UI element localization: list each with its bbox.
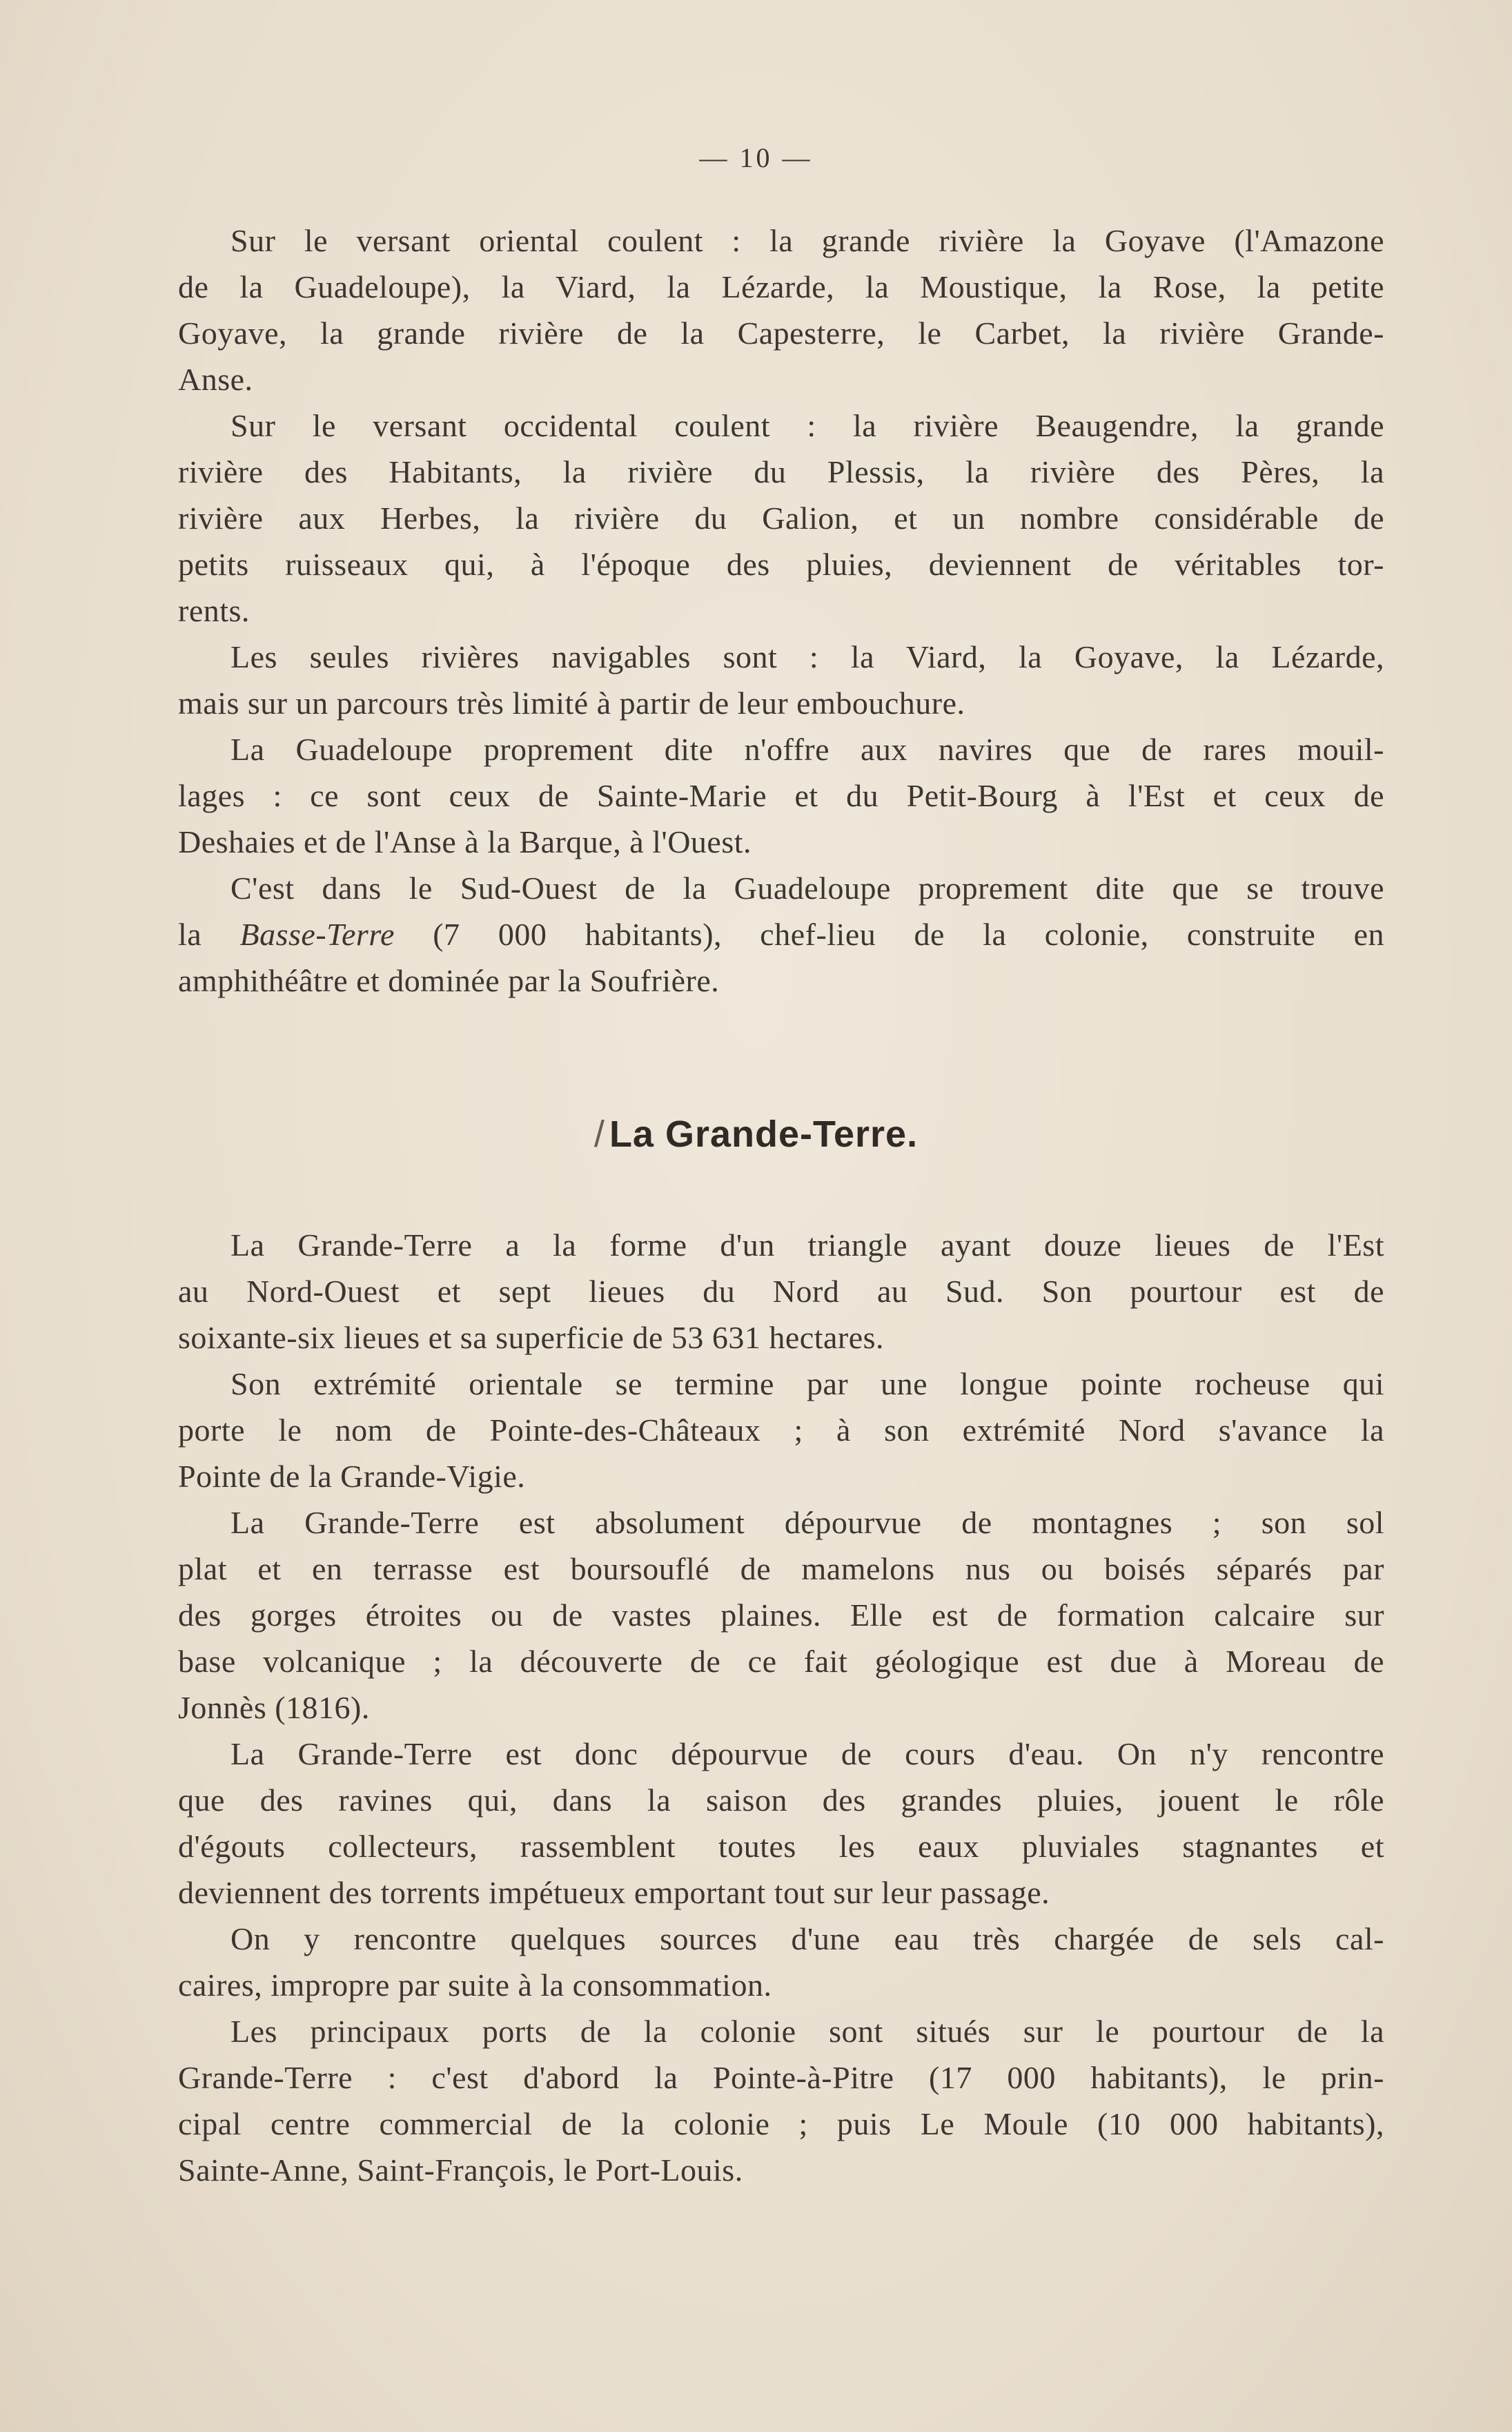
text-span: (7 000 habitants), chef-lieu de la colonie, construite en <box>394 917 1385 952</box>
text-line: cipal centre commercial de la colonie ; puis Le Moule (10 000 habitants), <box>178 2106 1384 2141</box>
text-line <box>178 911 1384 957</box>
italic-place-name: Basse-Terre <box>239 917 395 952</box>
text-line: mais sur un parcours très limité à partir de leur embouchure. <box>178 685 965 721</box>
text-line: La Grande-Terre est absolument dépourvue de montagnes ; son sol <box>230 1505 1384 1540</box>
section-heading <box>0 1113 1512 1156</box>
page-number: — 10 — <box>699 142 813 173</box>
text-line: au Nord-Ouest et sept lieues du Nord au Sud. Son pourtour est de <box>178 1274 1384 1309</box>
text-line: Sur le versant oriental coulent : la grande rivière la Goyave (l'Amazone <box>230 223 1384 258</box>
text-block-basse-terre <box>178 217 1384 1004</box>
text-line: La Grande-Terre est donc dépourvue de cours d'eau. On n'y rencontre <box>230 1736 1384 1771</box>
text-line: Grande-Terre : c'est d'abord la Pointe-à-Pitre (17 000 habitants), le prin- <box>178 2060 1384 2095</box>
text-span: la <box>178 917 240 952</box>
text-line: Jonnès (1816). <box>178 1690 370 1725</box>
text-line: d'égouts collecteurs, rassemblent toutes les eaux pluviales stagnantes et <box>178 1829 1384 1864</box>
text-line: Deshaies et de l'Anse à la Barque, à l'Ouest. <box>178 824 752 859</box>
text-line: rents. <box>178 593 250 628</box>
text-line: La Guadeloupe proprement dite n'offre aux navires que de rares mouil- <box>230 732 1384 767</box>
text-line: base volcanique ; la découverte de ce fait géologique est due à Moreau de <box>178 1644 1384 1679</box>
text-line: que des ravines qui, dans la saison des grandes pluies, jouent le rôle <box>178 1782 1384 1818</box>
text-line: des gorges étroites ou de vastes plaines. Elle est de formation calcaire sur <box>178 1597 1384 1633</box>
text-line: La Grande-Terre a la forme d'un triangle ayant douze lieues de l'Est <box>230 1227 1384 1263</box>
text-line: porte le nom de Pointe-des-Châteaux ; à son extrémité Nord s'avance la <box>178 1412 1384 1448</box>
text-block-grande-terre <box>178 1222 1384 2193</box>
text-line: Sainte-Anne, Saint-François, le Port-Louis. <box>178 2152 743 2188</box>
text-line: On y rencontre quelques sources d'une eau très chargée de sels cal- <box>230 1921 1384 1956</box>
text-line: Les principaux ports de la colonie sont situés sur le pourtour de la <box>230 2014 1384 2049</box>
text-line: Pointe de la Grande-Vigie. <box>178 1459 526 1494</box>
text-line: Anse. <box>178 362 253 397</box>
text-line: rivière des Habitants, la rivière du Plessis, la rivière des Pères, la <box>178 454 1384 489</box>
pencil-mark: / <box>593 1113 605 1155</box>
text-line: amphithéâtre et dominée par la Soufrière. <box>178 963 720 998</box>
text-line: Les seules rivières navigables sont : la Viard, la Goyave, la Lézarde, <box>230 639 1384 674</box>
text-line: soixante-six lieues et sa superficie de 53 631 hectares. <box>178 1320 885 1355</box>
text-line: caires, impropre par suite à la consommation. <box>178 1967 772 2003</box>
text-line: Sur le versant occidental coulent : la rivière Beaugendre, la grande <box>230 408 1384 443</box>
text-line: petits ruisseaux qui, à l'époque des pluies, deviennent de véritables tor- <box>178 547 1384 582</box>
text-line: lages : ce sont ceux de Sainte-Marie et du Petit-Bourg à l'Est et ceux de <box>178 778 1384 813</box>
text-line: rivière aux Herbes, la rivière du Galion, et un nombre considérable de <box>178 500 1384 536</box>
text-line: Goyave, la grande rivière de la Capesterre, le Carbet, la rivière Grande- <box>178 315 1384 351</box>
text-line: de la Guadeloupe), la Viard, la Lézarde, la Moustique, la Rose, la petite <box>178 269 1384 304</box>
section-heading-text: La Grande-Terre. <box>609 1113 919 1155</box>
text-line: Son extrémité orientale se termine par une longue pointe rocheuse qui <box>230 1366 1384 1401</box>
text-line: C'est dans le Sud-Ouest de la Guadeloupe proprement dite que se trouve <box>230 870 1384 906</box>
text-line: deviennent des torrents impétueux emportant tout sur leur passage. <box>178 1875 1050 1910</box>
text-line: plat et en terrasse est boursouflé de mamelons nus ou boisés séparés par <box>178 1551 1384 1586</box>
